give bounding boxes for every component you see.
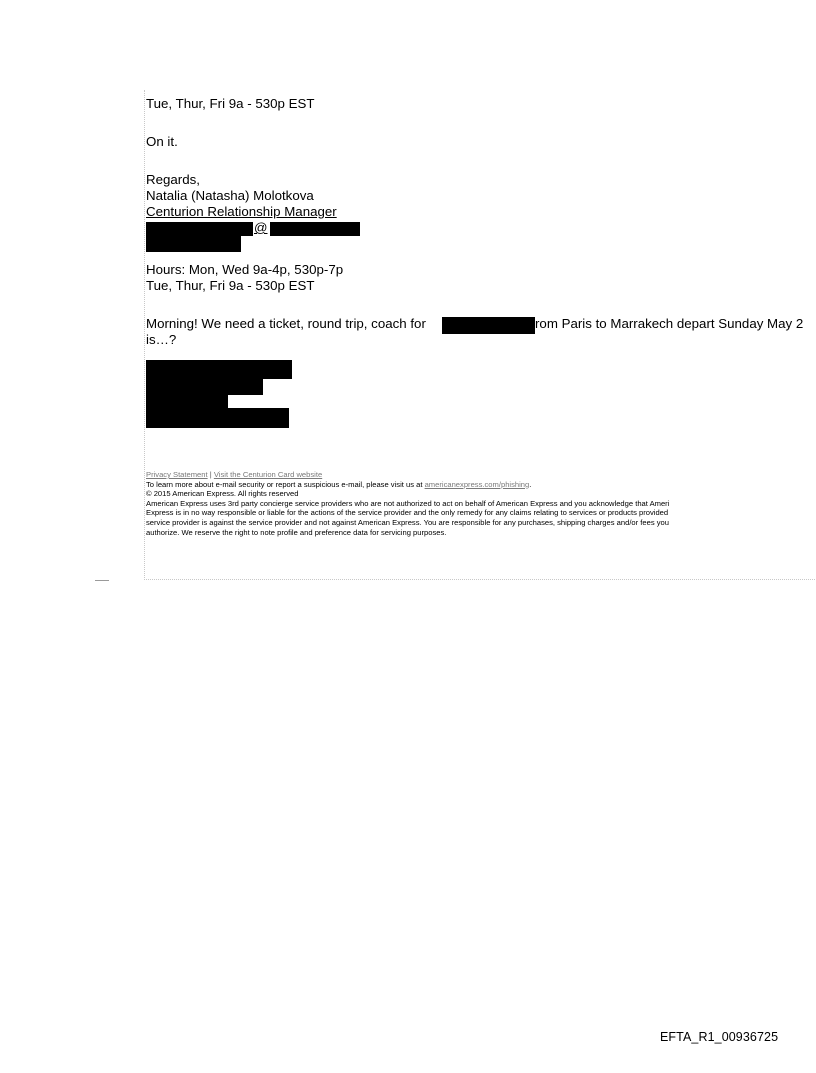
copyright: © 2015 American Express. All rights reserved	[146, 489, 299, 499]
email-footer	[146, 470, 816, 537]
redaction-box	[270, 222, 360, 236]
redaction-box	[146, 379, 263, 395]
disclaimer-line-2: Express is in no way responsible or liable for the actions of the service provider and the only remedy for any claims relating to services or products provided	[146, 508, 669, 518]
redaction-box	[146, 222, 253, 236]
security-text: To learn more about e-mail security or report a suspicious e-mail, please visit us at	[146, 479, 423, 489]
signature-block	[146, 172, 816, 294]
disclaimer-line-4: authorize. We reserve the right to note profile and preference data for servicing purposes.	[146, 527, 447, 537]
signature-email[interactable]	[146, 220, 816, 236]
signature-phone	[146, 236, 816, 252]
footer-separator: |	[209, 470, 212, 479]
email-content	[146, 96, 816, 430]
phishing-link[interactable]: americanexpress.com/phishing	[424, 479, 530, 489]
disclaimer-line-1: American Express uses 3rd party concierge service providers who are not authorized to act on behalf of American Express and you acknowledge that Ameri	[146, 498, 670, 508]
redaction-box	[146, 395, 228, 408]
privacy-statement-link[interactable]: Privacy Statement	[146, 470, 208, 479]
redaction-box	[146, 360, 292, 379]
disclaimer-line-3: service provider is against the service provider and not against American Express. You are responsible for any purchases, shipping charges and/or fees you	[146, 517, 669, 527]
centurion-card-link[interactable]: Visit the Centurion Card website	[213, 470, 323, 479]
request-text-1: Morning! We need a ticket, round trip, coach for	[146, 316, 426, 331]
request-text-3: is…?	[146, 332, 177, 347]
signature-title: Centurion Relationship Manager	[146, 204, 337, 219]
signature-hours-1: Hours: Mon, Wed 9a-4p, 530p-7p	[146, 262, 344, 277]
page-mark	[95, 580, 109, 581]
signature-name: Natalia (Natasha) Molotkova	[146, 188, 314, 203]
request-text-2: rom Paris to Marrakech depart Sunday May 2	[535, 316, 804, 331]
redaction-box	[442, 317, 535, 334]
phishing-period: .	[529, 479, 532, 489]
redaction-box	[146, 408, 289, 428]
signature-closing: Regards,	[146, 172, 200, 187]
document-id: EFTA_R1_00936725	[660, 1030, 779, 1044]
hours-line-top: Tue, Thur, Fri 9a - 530p EST	[146, 96, 315, 111]
request-line	[146, 316, 816, 332]
reply-text: On it.	[146, 134, 178, 149]
redaction-box	[146, 236, 241, 252]
email-at-sign: @	[254, 220, 268, 235]
signature-hours-2: Tue, Thur, Fri 9a - 530p EST	[146, 278, 315, 293]
redacted-block	[146, 360, 816, 430]
